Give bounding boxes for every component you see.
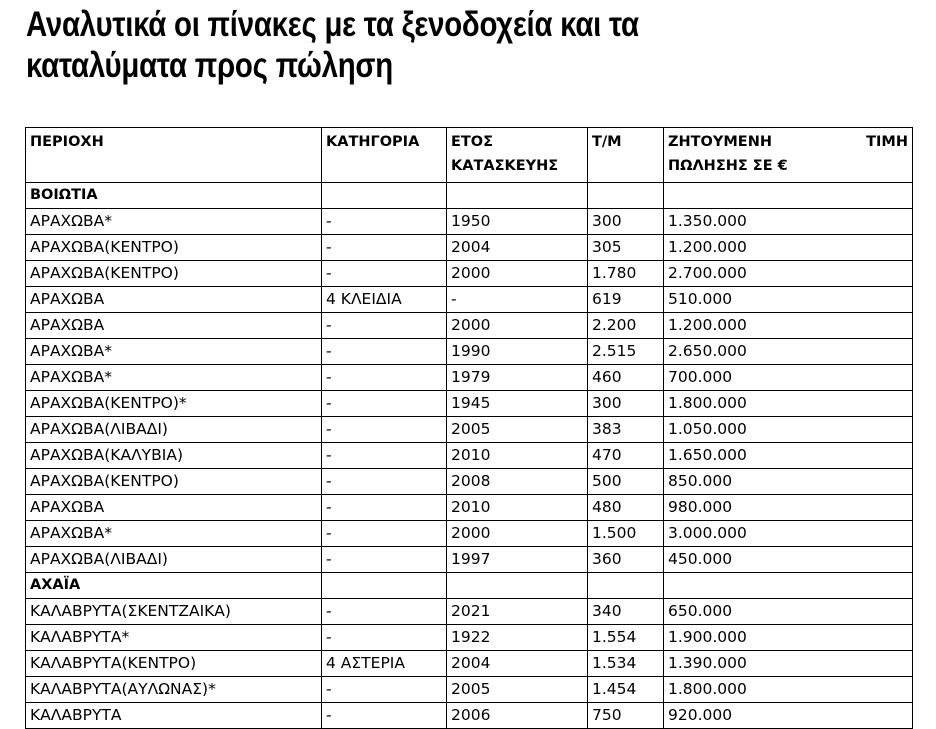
cell-area: ΑΡΑΧΩΒΑ(ΛΙΒΑΔΙ) [26,547,322,573]
table-header-row [26,128,913,183]
cell-category: - [322,521,447,547]
cell-area: ΚΑΛΑΒΡΥΤΑ(ΚΕΝΤΡΟ) [26,651,322,677]
table-row [26,313,913,339]
table-row [26,209,913,235]
cell-year: 1922 [447,625,588,651]
region-name: ΑΧΑΪΑ [26,573,322,599]
cell-price: 1.350.000 [664,209,913,235]
cell-price: 1.200.000 [664,313,913,339]
header-area: ΠΕΡΙΟΧΗ [26,128,322,183]
cell-area: ΑΡΑΧΩΒΑ* [26,339,322,365]
cell-area: ΑΡΑΧΩΒΑ [26,287,322,313]
cell-year: - [447,287,588,313]
empty-cell [664,183,913,209]
cell-year: 2021 [447,599,588,625]
cell-category: - [322,469,447,495]
cell-sqm: 360 [588,547,664,573]
header-price [664,128,913,183]
empty-cell [588,573,664,599]
table-row [26,287,913,313]
table-row [26,391,913,417]
cell-area: ΑΡΑΧΩΒΑ [26,495,322,521]
cell-area: ΑΡΑΧΩΒΑ(ΚΑΛΥΒΙΑ) [26,443,322,469]
cell-year: 2006 [447,703,588,729]
empty-cell [322,183,447,209]
cell-area: ΑΡΑΧΩΒΑ* [26,209,322,235]
cell-price: 1.650.000 [664,443,913,469]
header-sqm: Τ/Μ [588,128,664,183]
cell-sqm: 300 [588,391,664,417]
cell-price: 920.000 [664,703,913,729]
cell-year: 1945 [447,391,588,417]
cell-category: - [322,495,447,521]
cell-sqm: 1.454 [588,677,664,703]
cell-category: - [322,339,447,365]
table-row [26,547,913,573]
cell-price: 450.000 [664,547,913,573]
cell-category: - [322,313,447,339]
cell-category: - [322,703,447,729]
cell-price: 3.000.000 [664,521,913,547]
cell-area: ΚΑΛΑΒΡΥΤΑ [26,703,322,729]
cell-year: 2005 [447,417,588,443]
table-row [26,443,913,469]
header-price-word1: ΖΗΤΟΥΜΕΝΗ [668,134,772,150]
cell-sqm: 300 [588,209,664,235]
header-price-word2: ΤΙΜΗ [866,134,908,150]
cell-sqm: 2.515 [588,339,664,365]
cell-category: - [322,443,447,469]
cell-sqm: 750 [588,703,664,729]
cell-category: 4 ΑΣΤΕΡΙΑ [322,651,447,677]
cell-year: 2010 [447,443,588,469]
cell-area: ΚΑΛΑΒΡΥΤΑ(ΑΥΛΩΝΑΣ)* [26,677,322,703]
cell-year: 2005 [447,677,588,703]
cell-category: - [322,209,447,235]
cell-price: 700.000 [664,365,913,391]
header-year [447,128,588,183]
cell-price: 2.650.000 [664,339,913,365]
table-row [26,677,913,703]
cell-sqm: 1.534 [588,651,664,677]
cell-year: 2008 [447,469,588,495]
region-row [26,183,913,209]
cell-sqm: 2.200 [588,313,664,339]
cell-year: 2010 [447,495,588,521]
cell-area: ΑΡΑΧΩΒΑ [26,313,322,339]
cell-sqm: 1.554 [588,625,664,651]
cell-category: - [322,235,447,261]
table-row [26,339,913,365]
cell-category: - [322,677,447,703]
cell-category: - [322,261,447,287]
cell-category: - [322,365,447,391]
header-price-line1 [668,130,908,154]
cell-sqm: 470 [588,443,664,469]
cell-category: - [322,547,447,573]
cell-sqm: 1.500 [588,521,664,547]
article-title: Αναλυτικά οι πίνακες με τα ξενοδοχεία και τα καταλύματα προς πώληση [26,5,639,85]
cell-price: 1.900.000 [664,625,913,651]
cell-price: 650.000 [664,599,913,625]
cell-price: 510.000 [664,287,913,313]
table-row [26,625,913,651]
empty-cell [322,573,447,599]
empty-cell [447,183,588,209]
cell-year: 1979 [447,365,588,391]
cell-year: 1990 [447,339,588,365]
empty-cell [588,183,664,209]
cell-area: ΚΑΛΑΒΡΥΤΑ(ΣΚΕΝΤΖΑΙΚΑ) [26,599,322,625]
table-row [26,417,913,443]
cell-category: - [322,417,447,443]
table-row [26,365,913,391]
cell-area: ΑΡΑΧΩΒΑ(ΛΙΒΑΔΙ) [26,417,322,443]
cell-area: ΑΡΑΧΩΒΑ(ΚΕΝΤΡΟ) [26,261,322,287]
cell-year: 2004 [447,651,588,677]
cell-category: - [322,391,447,417]
cell-sqm: 1.780 [588,261,664,287]
header-year-line1: ΕΤΟΣ [451,134,494,150]
cell-price: 980.000 [664,495,913,521]
cell-price: 1.800.000 [664,677,913,703]
cell-price: 1.800.000 [664,391,913,417]
cell-price: 1.200.000 [664,235,913,261]
table-row [26,599,913,625]
region-row [26,573,913,599]
cell-area: ΑΡΑΧΩΒΑ* [26,365,322,391]
table-row [26,651,913,677]
cell-price: 2.700.000 [664,261,913,287]
region-name: ΒΟΙΩΤΙΑ [26,183,322,209]
table-row [26,261,913,287]
cell-year: 2000 [447,313,588,339]
hotels-for-sale-table [25,127,913,729]
cell-year: 1950 [447,209,588,235]
cell-category: - [322,599,447,625]
cell-area: ΑΡΑΧΩΒΑ* [26,521,322,547]
cell-sqm: 619 [588,287,664,313]
header-price-line2: ΠΩΛΗΣΗΣ ΣΕ € [668,158,788,174]
empty-cell [664,573,913,599]
cell-year: 2000 [447,261,588,287]
cell-sqm: 480 [588,495,664,521]
cell-year: 2000 [447,521,588,547]
cell-year: 1997 [447,547,588,573]
cell-sqm: 340 [588,599,664,625]
header-category: ΚΑΤΗΓΟΡΙΑ [322,128,447,183]
cell-price: 1.050.000 [664,417,913,443]
table-row [26,469,913,495]
cell-area: ΑΡΑΧΩΒΑ(ΚΕΝΤΡΟ) [26,235,322,261]
empty-cell [447,573,588,599]
cell-category: - [322,625,447,651]
cell-year: 2004 [447,235,588,261]
cell-category: 4 ΚΛΕΙΔΙΑ [322,287,447,313]
cell-sqm: 500 [588,469,664,495]
table-row [26,495,913,521]
cell-price: 1.390.000 [664,651,913,677]
cell-area: ΚΑΛΑΒΡΥΤΑ* [26,625,322,651]
cell-price: 850.000 [664,469,913,495]
cell-sqm: 305 [588,235,664,261]
cell-area: ΑΡΑΧΩΒΑ(ΚΕΝΤΡΟ)* [26,391,322,417]
table-row [26,521,913,547]
table-row [26,235,913,261]
cell-sqm: 383 [588,417,664,443]
table-body [26,128,913,729]
cell-area: ΑΡΑΧΩΒΑ(ΚΕΝΤΡΟ) [26,469,322,495]
header-year-line2: ΚΑΤΑΣΚΕΥΗΣ [451,158,559,174]
cell-sqm: 460 [588,365,664,391]
